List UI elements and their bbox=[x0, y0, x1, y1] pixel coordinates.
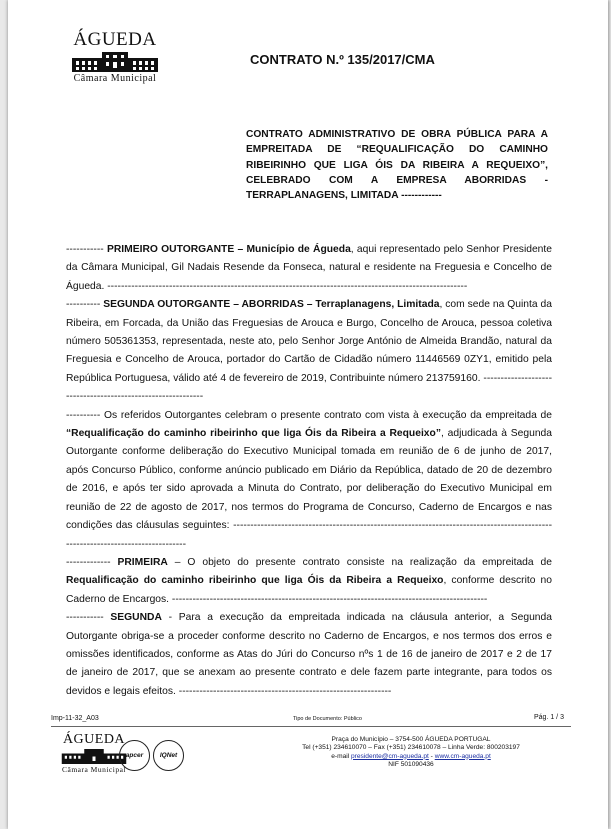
separator: – bbox=[230, 299, 242, 311]
party-label: SEGUNDA OUTORGANTE bbox=[103, 299, 231, 311]
paragraph-text: , adjudicada à Segunda Outorgante conforme deliberação do Executivo Municipal tomada em reunião de 6 de junho de 2017, após Concurso Público, conforme anúncio publicado em Diário da República, datado de 20 de dezembro de 2016, e após ter sido aprovada a Minuta do Contrato, por deliberação do Executivo Municipal em reunião de 22 de agosto de 2017, nos termos do Programa de Concurso, Caderno de Encargos e nas condições das cláusulas seguintes: -------------------------------------------------------------------------------------------------------------------------------- bbox=[66, 428, 552, 550]
footer-divider bbox=[51, 726, 571, 727]
page-number: Pág. 1 / 3 bbox=[534, 714, 564, 721]
clause-label: PRIMEIRA bbox=[117, 556, 168, 568]
footer-contacts bbox=[266, 736, 556, 769]
document-page bbox=[8, 0, 608, 829]
dash-leader: ------------- bbox=[66, 556, 118, 568]
certification-label: IQNet bbox=[159, 752, 178, 759]
email-link[interactable]: presidente@cm-agueda.pt bbox=[351, 752, 429, 760]
contract-title: CONTRATO N.º 135/2017/CMA bbox=[250, 52, 435, 67]
email-line bbox=[266, 753, 556, 761]
clause-first bbox=[66, 554, 552, 609]
work-title: “Requalificação do caminho ribeirinho que liga Óis da Ribeira a Requeixo” bbox=[66, 428, 441, 440]
footer-logo-subtitle: Câmara Municipal bbox=[61, 765, 127, 774]
website-link[interactable]: www.cm-agueda.pt bbox=[434, 752, 491, 760]
iqnet-certification-badge bbox=[153, 740, 184, 771]
document-type: Tipo de Documento: Público bbox=[293, 716, 362, 722]
phone-numbers: Tel (+351) 234610070 – Fax (+351) 234610078 – Linha Verde: 800203197 bbox=[302, 744, 520, 752]
separator: – bbox=[234, 244, 247, 255]
dash-leader: ----------- bbox=[66, 612, 111, 624]
contract-subject: CONTRATO ADMINISTRATIVO DE OBRA PÚBLICA PARA A EMPREITADA DE “REQUALIFICAÇÃO DO CAMINHO RIBEIRINHO QUE LIGA ÓIS DA RIBEIRA A REQUEIXO”, CELEBRADO COM A EMPRESA ABORRIDAS - TERRAPLANAGENS, LIMITADA ------------ bbox=[246, 129, 548, 202]
paragraph-text: , conforme descrito no Caderno de Encargos. -------------------------------------------------------------------------------------------- bbox=[66, 575, 553, 605]
contract-body bbox=[66, 241, 552, 701]
logo-subtitle: Câmara Municipal bbox=[73, 73, 157, 84]
party-label: PRIMEIRO OUTORGANTE bbox=[106, 244, 235, 255]
tax-number: NIF 501090436 bbox=[388, 760, 434, 768]
dash-leader: ----------- bbox=[66, 244, 107, 255]
town-hall-icon bbox=[61, 749, 127, 764]
logo-name: ÁGUEDA bbox=[73, 29, 157, 50]
footer-logo-name: ÁGUEDA bbox=[62, 732, 126, 747]
email-label: e-mail bbox=[331, 752, 352, 760]
clause-label: SEGUNDA bbox=[110, 612, 162, 624]
separator: - bbox=[428, 752, 435, 760]
paragraph-text: ---------- Os referidos Outorgantes celebram o presente contrato com vista à execução da empreitada de bbox=[66, 409, 552, 421]
apcer-certification-badge bbox=[119, 740, 150, 771]
paragraph-second-party bbox=[66, 296, 552, 406]
paragraph-text: - Para a execução da empreitada indicada na cláusula anterior, a Segunda Outorgante obriga-se a proceder conforme descrito no Caderno de Encargos, e nos termos dos erros e omissões identificados, conforme as Atas do Júri do Concurso nºs 1 de 16 de janeiro de 2017 e 2 de 17 de janeiro de 2017, que se anexam ao presente contrato e dele fazem parte integrante, para todos os devidos e legais efeitos. -------------------------------------------------------------- bbox=[66, 612, 552, 697]
paragraph-first-party bbox=[66, 241, 552, 296]
paragraph-text: – O objeto do presente contrato consiste na realização da empreitada de bbox=[167, 556, 552, 568]
party-entity: Município de Águeda bbox=[246, 244, 351, 255]
certification-label: apcer bbox=[125, 752, 144, 759]
agueda-logo bbox=[66, 30, 164, 85]
paragraph-text: , com sede na Quinta da Ribeira, em Forcada, da União das Freguesias de Arouca e Burgo, Concelho de Arouca, pessoa coletiva número 505361353, representada, neste ato, pelo Senhor Jorge António de Almeida Brandão, natural da Freguesia e Concelho de Arouca, portador do Cartão de Cidadão número 11446569 0ZY1, emitido pela República Portuguesa, válido até 4 de fevereiro de 2019, Contribuinte número 213759160. ------------------------------------------------------------ bbox=[66, 299, 552, 403]
paragraph-preamble bbox=[66, 407, 552, 554]
party-entity: ABORRIDAS – Terraplanagens, Limitada bbox=[241, 299, 440, 311]
clause-second bbox=[66, 609, 552, 701]
form-code: Imp-11-32_A03 bbox=[51, 715, 99, 722]
work-title: Requalificação do caminho ribeirinho que liga Óis da Ribeira a Requeixo bbox=[66, 575, 444, 587]
address: Praça do Município – 3754-500 ÁGUEDA PORTUGAL bbox=[331, 736, 491, 743]
dash-leader: ---------- bbox=[66, 299, 104, 311]
town-hall-icon bbox=[72, 52, 158, 72]
paragraph-text: , aqui representado pelo Senhor Presidente da Câmara Municipal, Gil Nadais Resende da Fonseca, natural e residente na Freguesia e Concelho de Águeda. --------------------------------------------------------------------------------------------------------- bbox=[66, 244, 552, 292]
